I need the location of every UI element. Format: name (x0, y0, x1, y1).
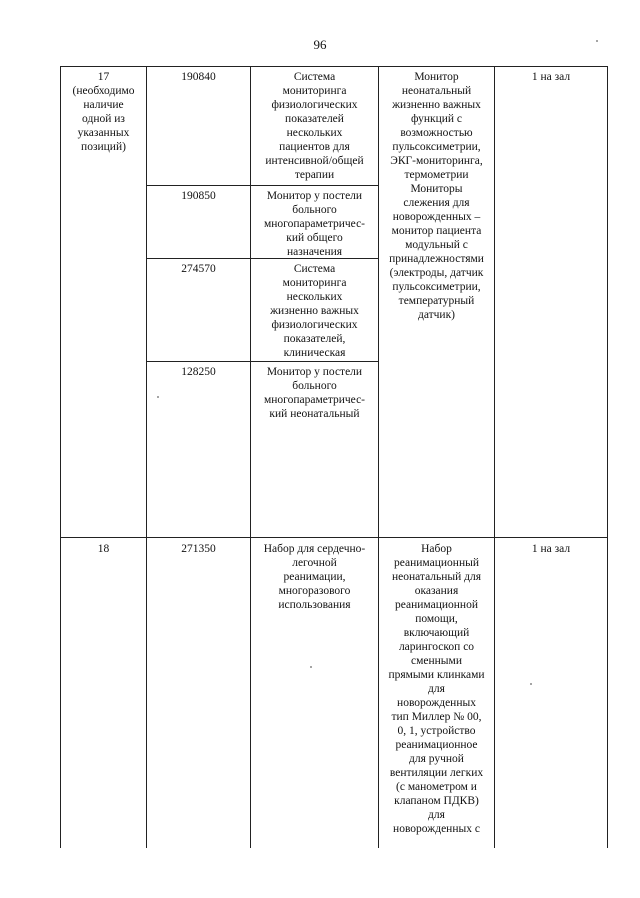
scan-speck (530, 683, 532, 685)
row-17-description: Монитор неонатальный жизненно важных функций с возможностью пульсоксиметрии, ЭКГ-мониторинга, термометрии Мониторы слежения для новорожденных – монитор пациента модульный с принадлежностями (электроды, датчик пульсоксиметрии, температурный датчик) (389, 71, 484, 321)
row-17-number: 17 (необходимо наличие одной из указанных позиций) (72, 71, 135, 153)
table-border-right (607, 66, 608, 848)
row-17-item-2-name: Монитор у постели больного многопараметричес- кий общего назначения (263, 190, 366, 258)
row-17-item-4-name: Монитор у постели больного многопараметричес- кий неонатальный (263, 366, 366, 420)
item-divider-1 (146, 185, 379, 186)
row-18-quantity: 1 на зал (531, 543, 571, 555)
table-border-col2 (250, 66, 251, 848)
row-17-item-3-code: 274570 (181, 263, 216, 275)
scan-speck (310, 666, 312, 668)
row-18-number: 18 (97, 543, 110, 555)
table-border-col4 (494, 66, 495, 848)
page-number: 96 (313, 37, 327, 52)
scan-speck (596, 40, 598, 42)
equipment-table (60, 66, 608, 848)
row-17-quantity: 1 на зал (531, 71, 571, 83)
row-17-item-2-code: 190850 (181, 190, 216, 202)
row-divider (60, 537, 608, 538)
scan-speck (157, 396, 159, 398)
table-border-col1 (146, 66, 147, 848)
table-border-top (60, 66, 608, 67)
row-18-item-1-code: 271350 (181, 543, 216, 555)
table-border-left (60, 66, 61, 848)
row-17-item-3-name: Система мониторинга нескольких жизненно важных физиологических показателей, клиническая (270, 263, 359, 359)
row-17-item-4-code: 128250 (181, 366, 216, 378)
row-17-item-1-code: 190840 (181, 71, 216, 83)
row-17-item-1-name: Система мониторинга физиологических показателей нескольких пациентов для интенсивной/общей терапии (265, 71, 364, 181)
item-divider-3 (146, 361, 379, 362)
row-18-description: Набор реанимационный неонатальный для оказания реанимационной помощи, включающий ларингоскоп со сменными прямыми клинками для новорожденных тип Миллер № 00, 0, 1, устройство реанимационное для ручной вентиляции легких (с манометром и клапаном ПДКВ) для новорожденных с (388, 543, 485, 835)
row-18-item-1-name: Набор для сердечно- легочной реанимации, многоразового использования (263, 543, 366, 611)
